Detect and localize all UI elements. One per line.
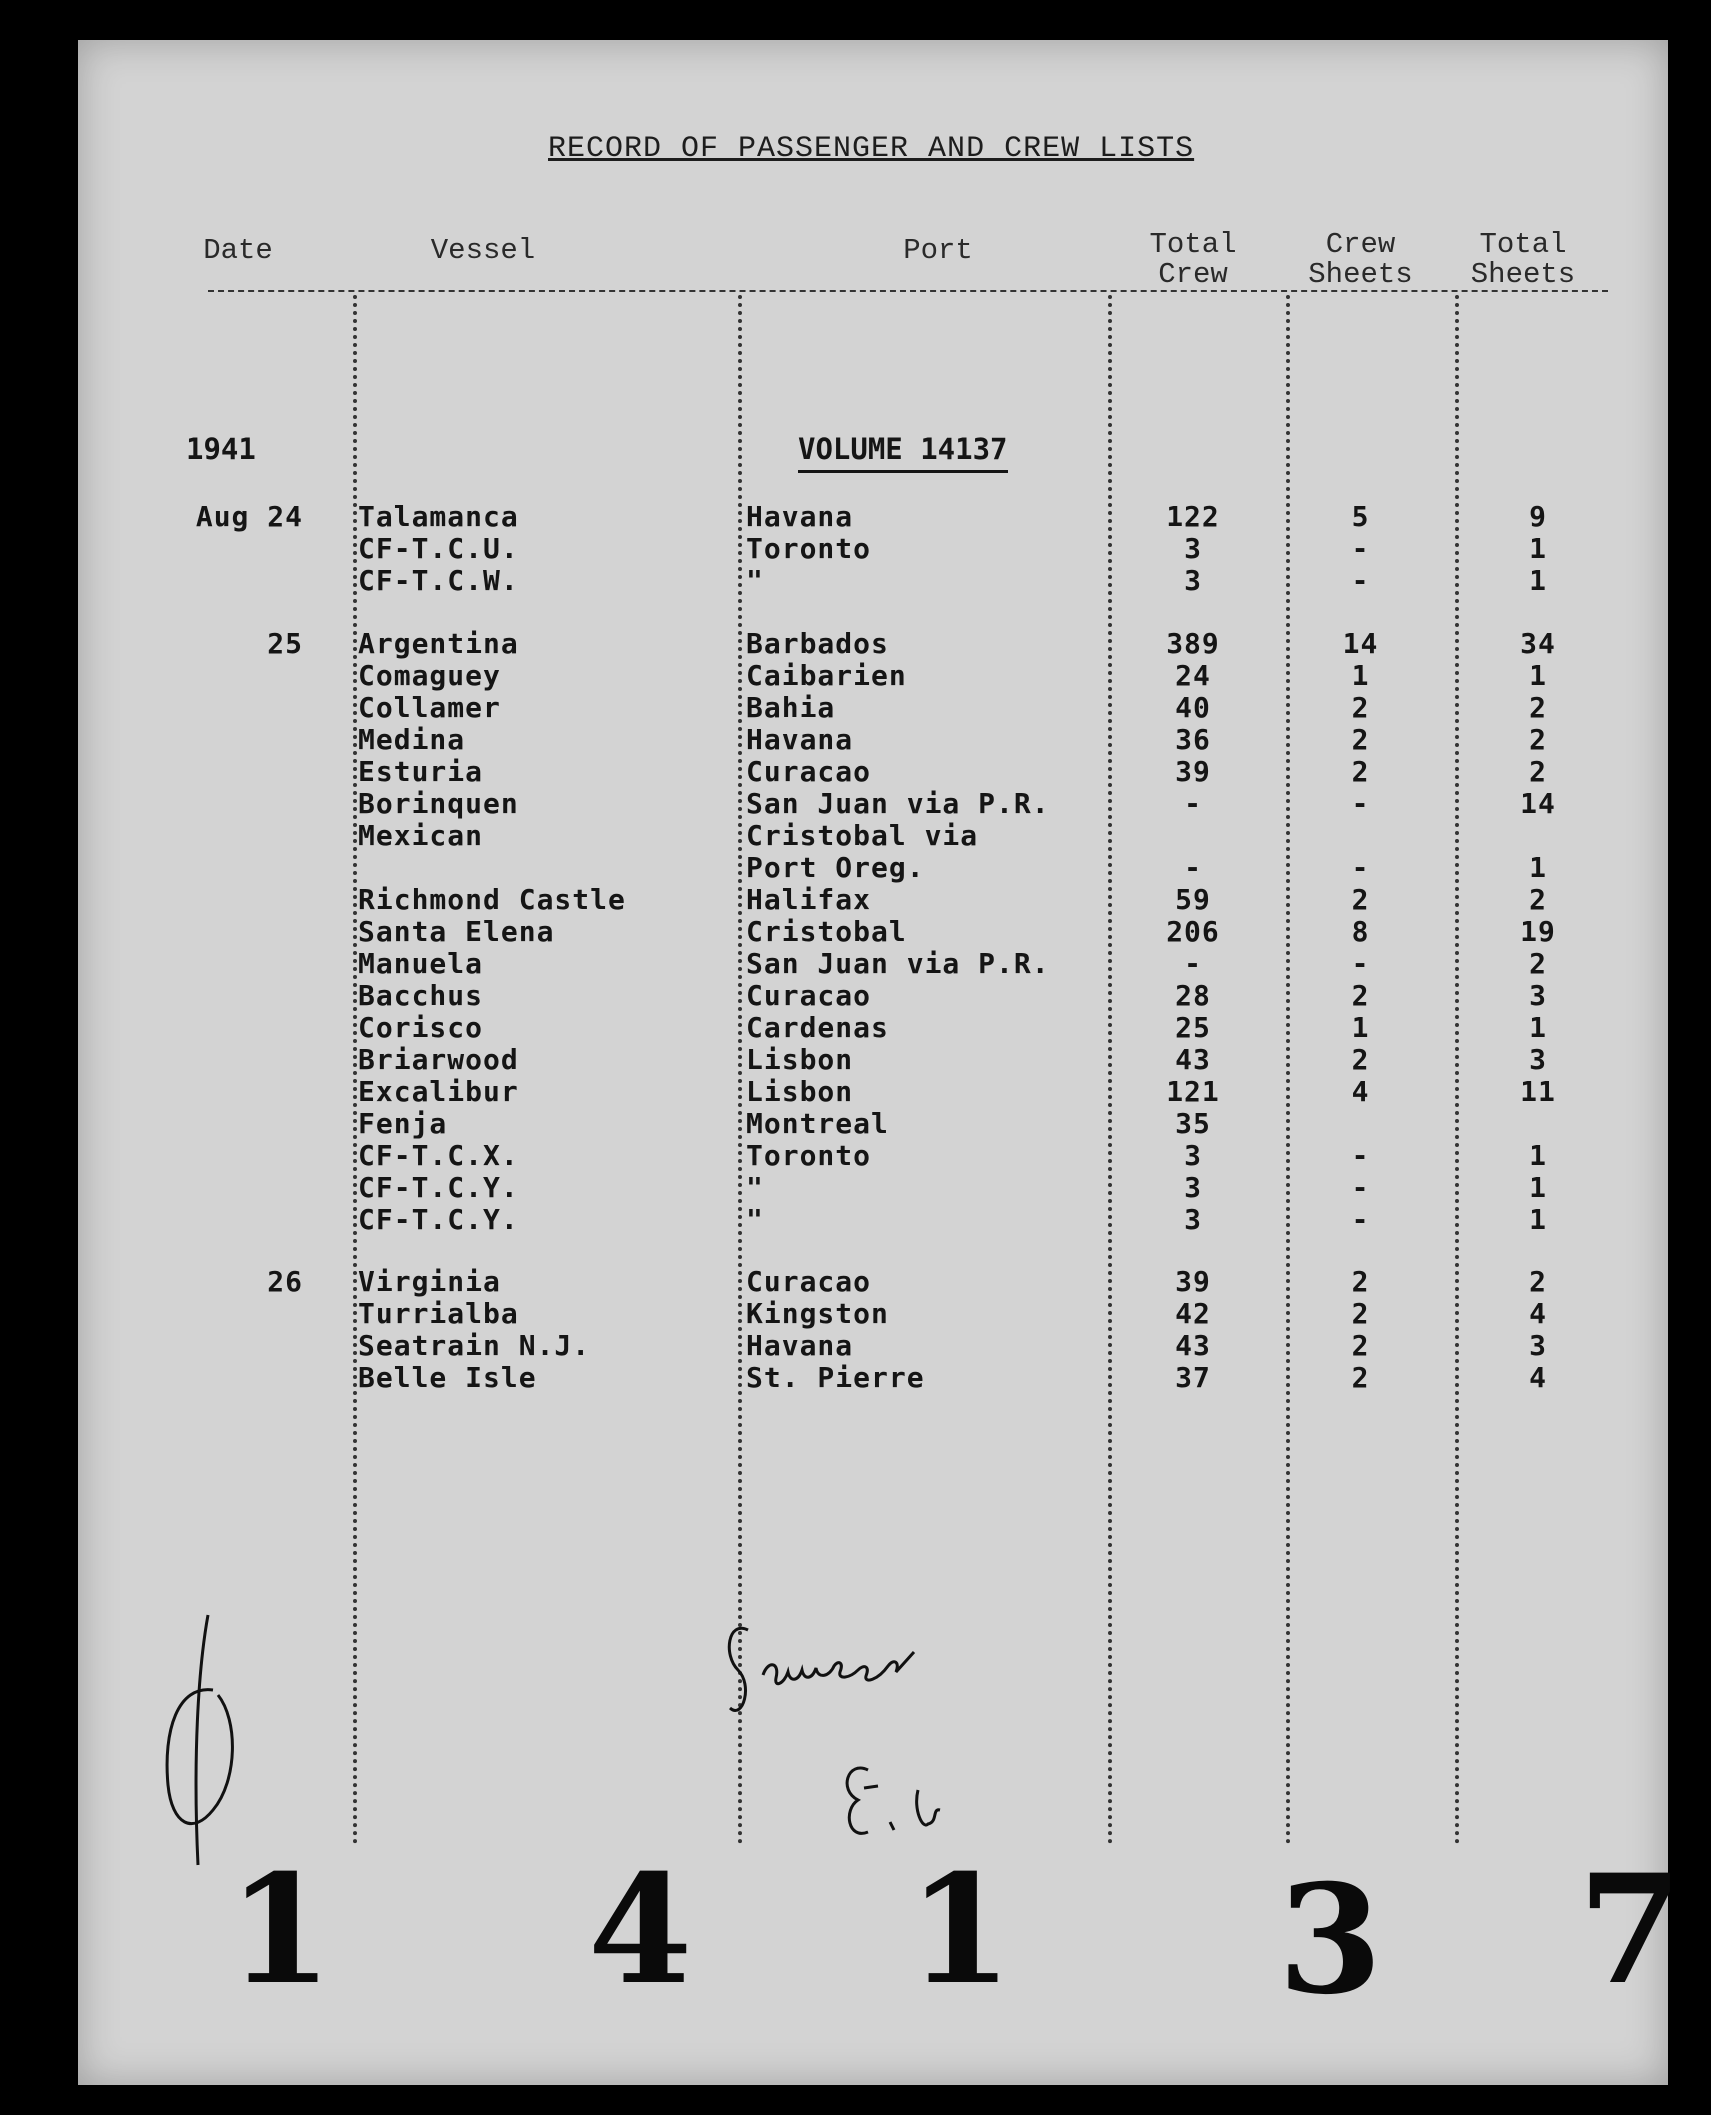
row-crew-sheets: 2	[1351, 979, 1370, 1012]
row-total-sheets: 1	[1529, 851, 1547, 884]
header-port: Port	[903, 234, 973, 267]
header-total-crew-line2: Crew	[1158, 258, 1228, 291]
row-crew-sheets: -	[1351, 1203, 1370, 1236]
table-row	[78, 819, 1668, 851]
row-total-sheets: 9	[1529, 500, 1547, 533]
row-total-crew: 35	[1175, 1107, 1211, 1140]
row-crew-sheets: 1	[1351, 659, 1370, 692]
header-total-crew-line1: Total	[1149, 228, 1237, 261]
table-row	[78, 1043, 1668, 1075]
row-date: 25	[267, 627, 303, 660]
row-crew-sheets: -	[1351, 851, 1370, 884]
row-crew-sheets: 2	[1351, 1265, 1370, 1298]
table-row	[78, 787, 1668, 819]
row-vessel: Mexican	[358, 819, 484, 852]
row-vessel: CF-T.C.X.	[358, 1139, 519, 1172]
row-date: Aug 24	[195, 500, 303, 533]
row-crew-sheets: -	[1351, 1171, 1370, 1204]
row-total-crew: 3	[1184, 1171, 1202, 1204]
table-row	[78, 659, 1668, 691]
row-vessel: Richmond Castle	[358, 883, 626, 916]
table-row	[78, 755, 1668, 787]
table-row	[78, 1107, 1668, 1139]
volume-digit: 7	[1578, 1842, 1683, 2018]
row-total-crew: 43	[1175, 1329, 1211, 1362]
row-total-sheets: 2	[1529, 691, 1547, 724]
table-row	[78, 723, 1668, 755]
table-row	[78, 1139, 1668, 1171]
row-total-crew: 206	[1166, 915, 1220, 948]
row-total-sheets: 34	[1520, 627, 1556, 660]
row-port: Havana	[746, 723, 854, 756]
row-total-sheets: 1	[1529, 1139, 1547, 1172]
row-vessel: Fenja	[358, 1107, 448, 1140]
table-row	[78, 627, 1668, 659]
row-total-sheets: 4	[1529, 1297, 1547, 1330]
row-vessel: Collamer	[358, 691, 501, 724]
row-vessel: Medina	[358, 723, 466, 756]
volume-digit: 4	[588, 1842, 693, 2018]
row-crew-sheets: 1	[1351, 1011, 1370, 1044]
row-crew-sheets: 2	[1351, 1361, 1370, 1394]
row-total-crew: 25	[1175, 1011, 1211, 1044]
row-crew-sheets: 8	[1351, 915, 1370, 948]
row-vessel: Turrialba	[358, 1297, 519, 1330]
row-total-sheets: 2	[1529, 883, 1547, 916]
table-row	[78, 883, 1668, 915]
row-date: 26	[267, 1265, 303, 1298]
row-port: Cardenas	[746, 1011, 889, 1044]
header-total-sheets-line2: Sheets	[1470, 258, 1576, 291]
volume-digit: 1	[908, 1842, 1013, 2018]
header-total-sheets-line1: Total	[1479, 228, 1567, 261]
row-total-crew: 122	[1166, 500, 1220, 533]
row-total-sheets: 3	[1529, 1043, 1547, 1076]
row-port: Lisbon	[746, 1075, 854, 1108]
row-vessel: Excalibur	[358, 1075, 519, 1108]
row-vessel: CF-T.C.W.	[358, 564, 519, 597]
row-crew-sheets: -	[1351, 787, 1370, 820]
row-crew-sheets: -	[1351, 564, 1370, 597]
row-port: Havana	[746, 500, 854, 533]
table-row	[78, 564, 1668, 596]
row-vessel: Belle Isle	[358, 1361, 537, 1394]
row-port: Lisbon	[746, 1043, 854, 1076]
row-port: San Juan via P.R.	[746, 787, 1050, 820]
row-total-crew: -	[1184, 787, 1202, 820]
row-port: Kingston	[746, 1297, 889, 1330]
table-row	[78, 947, 1668, 979]
row-total-crew: 59	[1175, 883, 1211, 916]
row-total-sheets: 1	[1529, 564, 1547, 597]
row-total-sheets: 1	[1529, 1171, 1547, 1204]
header-crew-sheets-line2: Sheets	[1308, 258, 1413, 291]
header-rule	[208, 290, 1608, 292]
row-crew-sheets: 2	[1351, 1297, 1370, 1330]
row-port: Cristobal via	[746, 819, 979, 852]
row-port: Toronto	[746, 532, 872, 565]
row-total-crew: 36	[1175, 723, 1211, 756]
row-crew-sheets: 14	[1342, 627, 1379, 660]
header-vessel: Vessel	[430, 234, 536, 267]
row-total-crew: 3	[1184, 1139, 1202, 1172]
row-total-crew: 39	[1175, 1265, 1211, 1298]
row-total-crew: 42	[1175, 1297, 1211, 1330]
year-label: 1941	[186, 432, 256, 466]
row-vessel: Briarwood	[358, 1043, 519, 1076]
row-vessel: CF-T.C.Y.	[358, 1171, 519, 1204]
row-vessel: Argentina	[358, 627, 519, 660]
row-total-crew: 389	[1166, 627, 1220, 660]
table-row	[78, 1297, 1668, 1329]
row-total-crew: 3	[1184, 1203, 1202, 1236]
row-vessel: Borinquen	[358, 787, 519, 820]
row-crew-sheets: 4	[1351, 1075, 1370, 1108]
table-row	[78, 1329, 1668, 1361]
row-vessel: Esturia	[358, 755, 484, 788]
header-crew-sheets	[1293, 230, 1428, 290]
row-vessel: Virginia	[358, 1265, 501, 1298]
row-port: Caibarien	[746, 659, 907, 692]
row-total-sheets: 4	[1529, 1361, 1547, 1394]
row-total-crew: 40	[1175, 691, 1211, 724]
header-total-sheets	[1453, 230, 1593, 290]
document-title: RECORD OF PASSENGER AND CREW LISTS	[548, 132, 1195, 166]
table-row	[78, 1265, 1668, 1297]
table-row	[78, 1011, 1668, 1043]
table-row	[78, 691, 1668, 723]
row-port: Bahia	[746, 691, 836, 724]
header-crew-sheets-line1: Crew	[1325, 228, 1396, 261]
table-row	[78, 532, 1668, 564]
volume-digit: 3	[1278, 1852, 1383, 2028]
row-vessel: Talamanca	[358, 500, 519, 533]
row-total-crew: 39	[1175, 755, 1211, 788]
row-crew-sheets: -	[1351, 947, 1370, 980]
row-total-crew: 3	[1184, 564, 1202, 597]
header-date: Date	[203, 234, 273, 267]
row-total-sheets: 1	[1529, 659, 1547, 692]
row-vessel: Manuela	[358, 947, 484, 980]
header-total-crew	[1128, 230, 1258, 290]
row-port: Curacao	[746, 979, 872, 1012]
row-total-crew: 121	[1166, 1075, 1220, 1108]
row-total-sheets: 2	[1529, 1265, 1547, 1298]
row-port: "	[746, 1203, 764, 1236]
row-port: Port Oreg.	[746, 851, 925, 884]
row-total-crew: -	[1184, 851, 1202, 884]
row-total-crew: 3	[1184, 532, 1202, 565]
row-crew-sheets: 2	[1351, 723, 1370, 756]
row-port: "	[746, 564, 764, 597]
row-crew-sheets: 2	[1351, 1043, 1370, 1076]
row-crew-sheets: -	[1351, 1139, 1370, 1172]
row-crew-sheets: 2	[1351, 1329, 1370, 1362]
row-total-sheets: 2	[1529, 723, 1547, 756]
row-total-crew: 24	[1175, 659, 1211, 692]
row-crew-sheets: 2	[1351, 691, 1370, 724]
row-port: Halifax	[746, 883, 872, 916]
row-vessel: Comaguey	[358, 659, 501, 692]
row-vessel: CF-T.C.U.	[358, 532, 519, 565]
row-vessel: Santa Elena	[358, 915, 555, 948]
row-port: "	[746, 1171, 764, 1204]
document-page	[78, 40, 1683, 2085]
row-total-sheets: 2	[1529, 755, 1547, 788]
row-vessel: CF-T.C.Y.	[358, 1203, 519, 1236]
row-port: San Juan via P.R.	[746, 947, 1050, 980]
table-row	[78, 500, 1668, 532]
row-crew-sheets: 2	[1351, 755, 1370, 788]
volume-heading: VOLUME 14137	[798, 432, 1008, 473]
row-port: Cristobal	[746, 915, 907, 948]
table-row	[78, 979, 1668, 1011]
row-total-sheets: 19	[1520, 915, 1556, 948]
row-port: Montreal	[746, 1107, 889, 1140]
row-port: Curacao	[746, 755, 872, 788]
row-crew-sheets: 2	[1351, 883, 1370, 916]
row-total-crew: 28	[1175, 979, 1211, 1012]
row-total-sheets: 1	[1529, 532, 1547, 565]
row-port: Toronto	[746, 1139, 872, 1172]
row-total-crew: 43	[1175, 1043, 1211, 1076]
margin-mark-image	[138, 1610, 258, 1870]
row-total-crew: 37	[1175, 1361, 1211, 1394]
table-row	[78, 851, 1668, 883]
table-row	[78, 1361, 1668, 1393]
table-row	[78, 915, 1668, 947]
row-total-crew: -	[1184, 947, 1202, 980]
row-port: Barbados	[746, 627, 889, 660]
row-total-sheets: 3	[1529, 1329, 1547, 1362]
row-total-sheets: 1	[1529, 1011, 1547, 1044]
row-total-sheets: 1	[1529, 1203, 1547, 1236]
row-total-sheets: 14	[1520, 787, 1556, 820]
row-vessel: Bacchus	[358, 979, 484, 1012]
row-total-sheets: 11	[1520, 1075, 1556, 1108]
table-row	[78, 1203, 1668, 1235]
volume-digit: 1	[228, 1842, 333, 2018]
row-total-sheets: 3	[1529, 979, 1547, 1012]
row-crew-sheets: 5	[1351, 500, 1370, 533]
row-crew-sheets: -	[1351, 532, 1370, 565]
row-port: Curacao	[746, 1265, 872, 1298]
row-total-sheets: 2	[1529, 947, 1547, 980]
table-row	[78, 1171, 1668, 1203]
row-port: St. Pierre	[746, 1361, 925, 1394]
row-vessel: Corisco	[358, 1011, 484, 1044]
row-vessel: Seatrain N.J.	[358, 1329, 591, 1362]
table-row	[78, 1075, 1668, 1107]
row-port: Havana	[746, 1329, 854, 1362]
